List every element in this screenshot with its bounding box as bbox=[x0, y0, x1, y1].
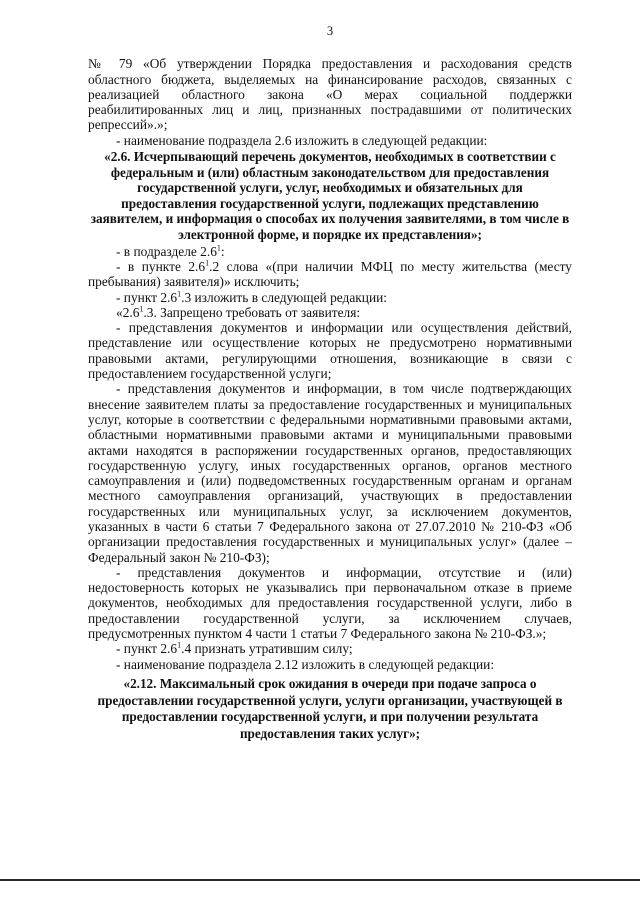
paragraph-prohibition-item-3: - представления документов и информации, отсутствие и (или) недостоверность которых не указывались при первоначальном отказе в приеме документов, необходимых для предоставления государственной услуги, либо в предоставлении государственной услуги, за исключением случаев, предусмотренных пунктом 4 части 1 статьи 7 Федерального закона № 210-ФЗ.»; bbox=[88, 564, 572, 642]
document-page bbox=[88, 24, 572, 744]
paragraph-clause-2-6-1-4: - пункт $2.6^1.4$ признать утратившим силу; bbox=[116, 640, 353, 657]
paragraph-prohibition-item-2: - представления документов и информации, в том числе подтверждающих внесение заявителем платы за предоставление государственных и муниципальных услуг, которые в соответствии с федеральными нормативными правовыми актами, областными нормативными правовыми актами и муниципальными правовыми актами находятся в распоряжении государственных органов, предоставляющих государственную услугу, иных государственных органов, органов местного самоуправления и (или) подведомственных государственным органам и органам местного самоуправления организаций, участвующих в предоставлении государственных или муниципальных услуг, за исключением документов, указанных в части 6 статьи 7 Федерального закона от 27.07.2010 № 210-ФЗ «Об организации предоставления государственных и муниципальных услуг» (далее – Федеральный закон № 210-ФЗ); bbox=[88, 381, 572, 565]
heading-section-2-12: «2.12. Максимальный срок ожидания в очереди при подаче запроса о предоставлении государственной услуги, услуги организации, участвующей в предоставлении государственной услуги, и при получении результата предоставления таких услуг»; bbox=[97, 675, 563, 741]
page-number: 3 bbox=[326, 24, 334, 38]
paragraph-prohibition-intro: «$2.6^1.3$. Запрещено требовать от заявителя: bbox=[116, 304, 361, 320]
paragraph-rename-2-6: - наименование подраздела 2.6 изложить в следующей редакции: bbox=[116, 132, 488, 148]
paragraph-resolution-reference: № 79 «Об утверждении Порядка предоставления и расходования средств областного бюджета, выделяемых на финансирование расходов, связанных с реализацией областного закона «О мерах социальной поддержки реабилитированных лиц и лиц, признанных пострадавшими от политических репрессий».»; bbox=[88, 56, 572, 133]
scan-edge-line bbox=[0, 879, 640, 881]
paragraph-clause-2-6-1-3: - пункт $2.6^1.3$ изложить в следующей редакции: bbox=[116, 289, 388, 305]
paragraph-subsection-2-6-1: - в подразделе $2.6^1$: bbox=[116, 243, 225, 259]
paragraph-rename-2-12: - наименование подраздела 2.12 изложить в следующей редакции: bbox=[116, 656, 495, 672]
paragraph-clause-2-6-1-2: - в пункте $2.6^1.2$ слова «(при наличии МФЦ по месту жительства (месту пребывания) заявителя)» исключить; bbox=[88, 258, 573, 290]
paragraph-prohibition-item-1: - представления документов и информации или осуществления действий, представление или осуществление которых не предусмотрено нормативными правовыми актами, регулирующими отношения, возникающие в связи с предоставлением государственной услуги; bbox=[88, 320, 572, 382]
heading-section-2-6: «2.6. Исчерпывающий перечень документов, необходимых в соответствии с федеральным и (или) областным законодательством для предоставления государственной услуги, услуг, необходимых и обязательных для предоставления государственной услуги, подлежащих представлению заявителем, и информация о способах их получения заявителями, в том числе в электронной форме, и порядке их представления»; bbox=[90, 149, 570, 243]
